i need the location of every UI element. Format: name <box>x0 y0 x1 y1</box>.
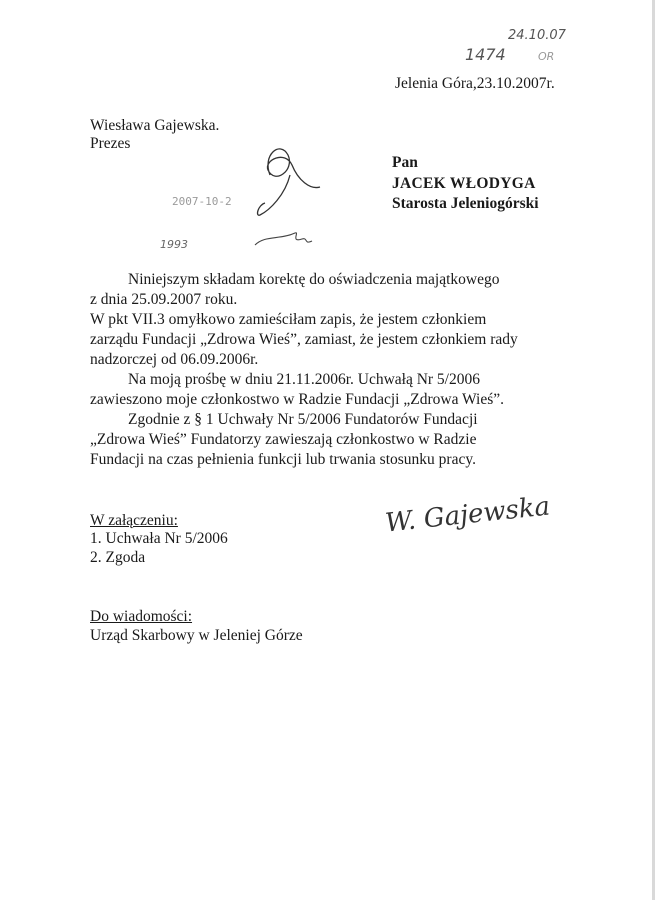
body-line: W pkt VII.3 omyłkowo zamieściłam zapis, że jestem członkiem <box>90 311 487 328</box>
attachment-item: 2. Zgoda <box>90 549 146 566</box>
registry-date-note: 24.10.07 <box>508 28 566 43</box>
stamp-date: 2007-10-2 <box>172 195 232 208</box>
body-line: zawieszono moje członkostwo w Radzie Fundacji „Zdrowa Wieś”. <box>90 391 505 408</box>
body-line: Zgodnie z § 1 Uchwały Nr 5/2006 Fundatorów Fundacji <box>128 411 478 428</box>
place-date: Jelenia Góra,23.10.2007r. <box>395 75 555 92</box>
letter-body <box>90 270 578 470</box>
body-line: Fundacji na czas pełnienia funkcji lub trwania stosunku pracy. <box>90 451 476 468</box>
recipient-name <box>392 173 536 194</box>
body-line: Niniejszym składam korektę do oświadczenia majątkowego <box>128 271 500 288</box>
registry-code: OR <box>538 50 555 63</box>
body-line: nadzorczej od 06.09.2006r. <box>90 351 259 368</box>
body-line: Na moją prośbę w dniu 21.11.2006r. Uchwałą Nr 5/2006 <box>128 371 480 388</box>
cc-heading: Do wiadomości: <box>90 608 193 625</box>
sender-name: Wiesława Gajewska. <box>90 117 220 134</box>
stamp-ref: 1993 <box>160 238 188 251</box>
body-line: z dnia 25.09.2007 roku. <box>90 291 238 308</box>
cc-item: Urząd Skarbowy w Jeleniej Górze <box>90 627 303 644</box>
recipient-role: Starosta Jeleniogórski <box>392 195 539 212</box>
recipient-salutation: Pan <box>392 154 418 171</box>
attachments-heading: W załączeniu: <box>90 512 178 529</box>
body-line: „Zdrowa Wieś” Fundatorzy zawieszają członkostwo w Radzie <box>90 431 477 448</box>
body-line: zarządu Fundacji „Zdrowa Wieś”, zamiast, że jestem członkiem rady <box>90 331 518 348</box>
sender-title: Prezes <box>90 135 131 152</box>
signature: W. Gajewska <box>383 491 552 539</box>
attachment-item: 1. Uchwała Nr 5/2006 <box>90 530 228 547</box>
registry-number: 1474 <box>465 45 506 64</box>
initials-scribble <box>240 135 330 255</box>
recipient-name-text: JACEK WŁODYGA <box>392 175 536 192</box>
